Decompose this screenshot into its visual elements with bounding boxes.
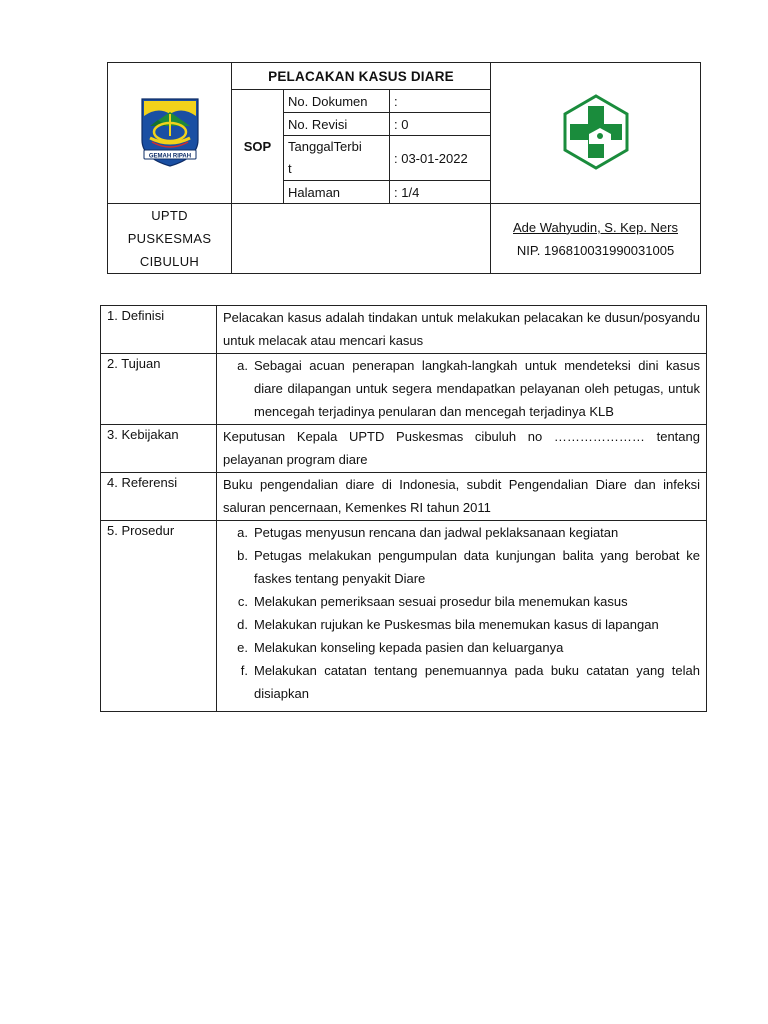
svg-text:GEMAH RIPAH: GEMAH RIPAH (148, 153, 191, 159)
signatory-nip: NIP. 196810031990031005 (516, 242, 675, 258)
list-text: Petugas menyusun rencana dan jadwal peklaksanaan kegiatan (254, 525, 619, 540)
sop-header-table (107, 62, 701, 274)
section-text-kebijakan: Keputusan Kepala UPTD Puskesmas cibuluh no ………………… tentang pelayanan program diare (217, 425, 707, 473)
list-marker: d. (237, 617, 248, 632)
meta-label-no-revisi: No. Revisi (284, 113, 390, 136)
section-list-prosedur (217, 521, 707, 712)
west-java-regency-emblem-icon (138, 96, 202, 168)
signatory-name: Ade Wahyudin, S. Kep. Ners (513, 219, 678, 235)
list-marker: a. (237, 525, 248, 540)
section-text-referensi: Buku pengendalian diare di Indonesia, subdit Pengendalian Diare dan infeksi saluran pencernaan, Kemenkes RI tahun 2011 (217, 473, 707, 521)
section-label-tujuan: 2. Tujuan (101, 354, 217, 425)
section-prosedur (101, 521, 707, 712)
list-marker: e. (237, 640, 248, 655)
document-title: PELACAKAN KASUS DIARE (232, 63, 491, 90)
list-marker: f. (240, 663, 248, 678)
section-label-prosedur: 5. Prosedur (101, 521, 217, 712)
list-text: Melakukan rujukan ke Puskesmas bila menemukan kasus di lapangan (254, 617, 659, 632)
list-item (223, 659, 700, 705)
section-kebijakan (101, 425, 707, 473)
list-item (223, 613, 700, 636)
section-text-definisi: Pelacakan kasus adalah tindakan untuk melakukan pelacakan ke dusun/posyandu untuk melacak atau mencari kasus (217, 306, 707, 354)
unit-line-1: UPTD (151, 208, 188, 223)
list-marker: a. (237, 358, 248, 373)
meta-label-tanggal-terbit-line2: t (288, 161, 292, 176)
unit-line-3: CIBULUH (139, 254, 200, 269)
section-tujuan (101, 354, 707, 425)
meta-label-tanggal-terbit (284, 136, 390, 181)
section-label-kebijakan: 3. Kebijakan (101, 425, 217, 473)
meta-label-no-dokumen: No. Dokumen (284, 90, 390, 113)
sop-content-table (100, 305, 707, 712)
signatory-cell (491, 204, 701, 274)
sop-label: SOP (232, 90, 284, 204)
meta-label-halaman: Halaman (284, 181, 390, 204)
list-marker: c. (237, 594, 248, 609)
meta-value-halaman: : 1/4 (390, 181, 491, 204)
meta-value-tanggal-terbit: : 03-01-2022 (390, 136, 491, 181)
meta-label-tanggal-terbit-line1: TanggalTerbi (288, 139, 362, 154)
unit-name-cell (108, 204, 232, 274)
meta-value-no-revisi: : 0 (390, 113, 491, 136)
list-item (223, 590, 700, 613)
section-label-referensi: 4. Referensi (101, 473, 217, 521)
list-text: Melakukan pemeriksaan sesuai prosedur bila menemukan kasus (254, 594, 628, 609)
section-referensi (101, 473, 707, 521)
empty-middle-cell (232, 204, 491, 274)
list-text: Melakukan konseling kepada pasien dan keluarganya (254, 640, 564, 655)
puskesmas-green-cross-logo-icon (556, 92, 636, 172)
list-item (223, 521, 700, 544)
right-logo-cell (491, 63, 701, 204)
section-label-definisi: 1. Definisi (101, 306, 217, 354)
left-logo-cell (108, 63, 232, 204)
section-definisi (101, 306, 707, 354)
unit-line-2: PUSKESMAS (127, 231, 212, 246)
list-text: Melakukan catatan tentang penemuannya pada buku catatan yang telah disiapkan (254, 663, 700, 701)
list-text: Sebagai acuan penerapan langkah-langkah untuk mendeteksi dini kasus diare dilapangan untuk segera mendapatkan pelayanan oleh petugas, untuk mencegah terjadinya penularan dan mencegah terjadinya KLB (254, 358, 700, 419)
list-text: Petugas melakukan pengumpulan data kunjungan balita yang berobat ke faskes tentang penyakit Diare (254, 548, 700, 586)
list-item (223, 544, 700, 590)
section-list-tujuan (217, 354, 707, 425)
meta-value-no-dokumen: : (390, 90, 491, 113)
list-item (223, 354, 700, 423)
list-marker: b. (237, 548, 248, 563)
list-item (223, 636, 700, 659)
